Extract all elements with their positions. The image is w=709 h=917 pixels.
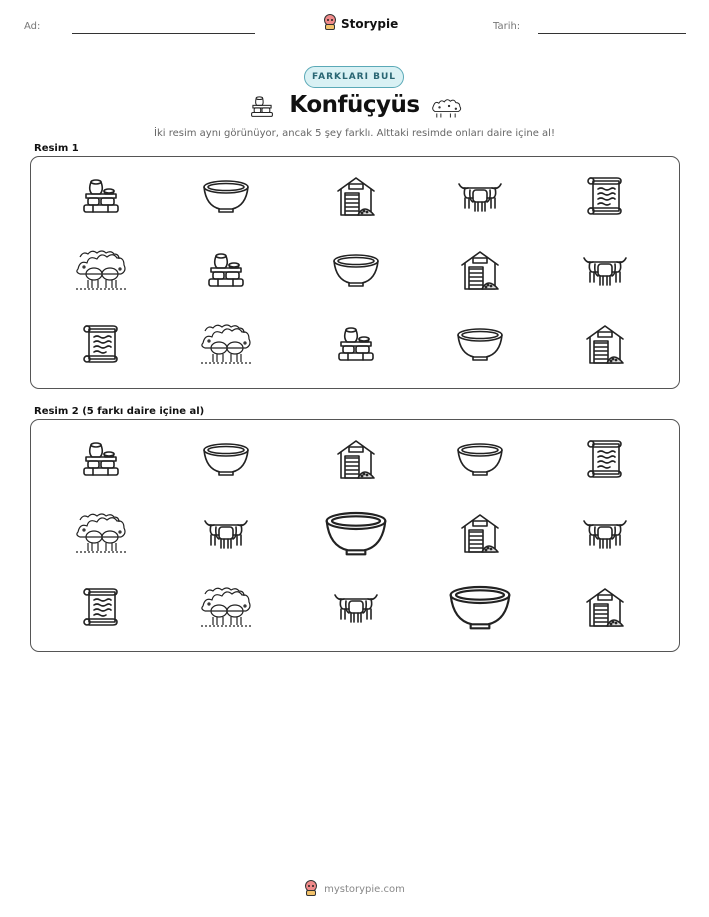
brand-logo	[323, 14, 398, 33]
barn-icon[interactable]	[458, 512, 502, 554]
stove-icon	[336, 324, 376, 364]
stove-icon[interactable]	[81, 439, 121, 479]
sheep-flock-icon[interactable]	[199, 584, 253, 630]
scroll-icon	[81, 323, 121, 365]
footer	[0, 880, 709, 899]
sheep-flock-icon[interactable]	[74, 510, 128, 556]
ox-icon	[582, 252, 628, 288]
bowl-icon	[202, 178, 250, 214]
ox-icon[interactable]	[333, 589, 379, 625]
stove-icon	[206, 250, 246, 290]
bowl-icon[interactable]	[322, 509, 390, 557]
footer-site[interactable]: mystorypie.com	[324, 884, 405, 895]
barn-icon[interactable]	[334, 438, 378, 480]
sheep-flock-icon	[199, 321, 253, 367]
scroll-icon[interactable]	[585, 438, 625, 480]
bowl-icon	[456, 326, 504, 362]
name-label: Ad:	[24, 21, 41, 32]
ox-icon	[457, 178, 503, 214]
date-label: Tarih:	[493, 21, 521, 32]
bowl-icon	[332, 252, 380, 288]
brand-name: Storypie	[341, 16, 399, 31]
barn-icon	[458, 249, 502, 291]
barn-icon	[583, 323, 627, 365]
ox-icon[interactable]	[582, 515, 628, 551]
storypie-mascot-icon	[304, 880, 318, 899]
title-sheep-flock-icon	[430, 92, 464, 124]
activity-badge: FARKLARI BUL	[304, 66, 404, 88]
barn-icon	[334, 175, 378, 217]
instructions: İki resim aynı görünüyor, ancak 5 şey farklı. Alttaki resimde onları daire içine al!	[154, 128, 555, 139]
sheep-flock-icon	[74, 247, 128, 293]
name-line[interactable]	[72, 33, 255, 34]
page-title: Konfüçyüs	[289, 92, 420, 118]
bowl-icon[interactable]	[456, 441, 504, 477]
storypie-mascot-icon	[323, 14, 337, 33]
scroll-icon[interactable]	[81, 586, 121, 628]
scroll-icon	[585, 175, 625, 217]
picture2-label: Resim 2 (5 farkı daire içine al)	[34, 406, 205, 417]
bowl-icon[interactable]	[446, 583, 514, 631]
stove-icon	[81, 176, 121, 216]
date-line[interactable]	[538, 33, 686, 34]
bowl-icon[interactable]	[202, 441, 250, 477]
barn-icon[interactable]	[583, 586, 627, 628]
ox-icon[interactable]	[203, 515, 249, 551]
picture1-label: Resim 1	[34, 143, 79, 154]
